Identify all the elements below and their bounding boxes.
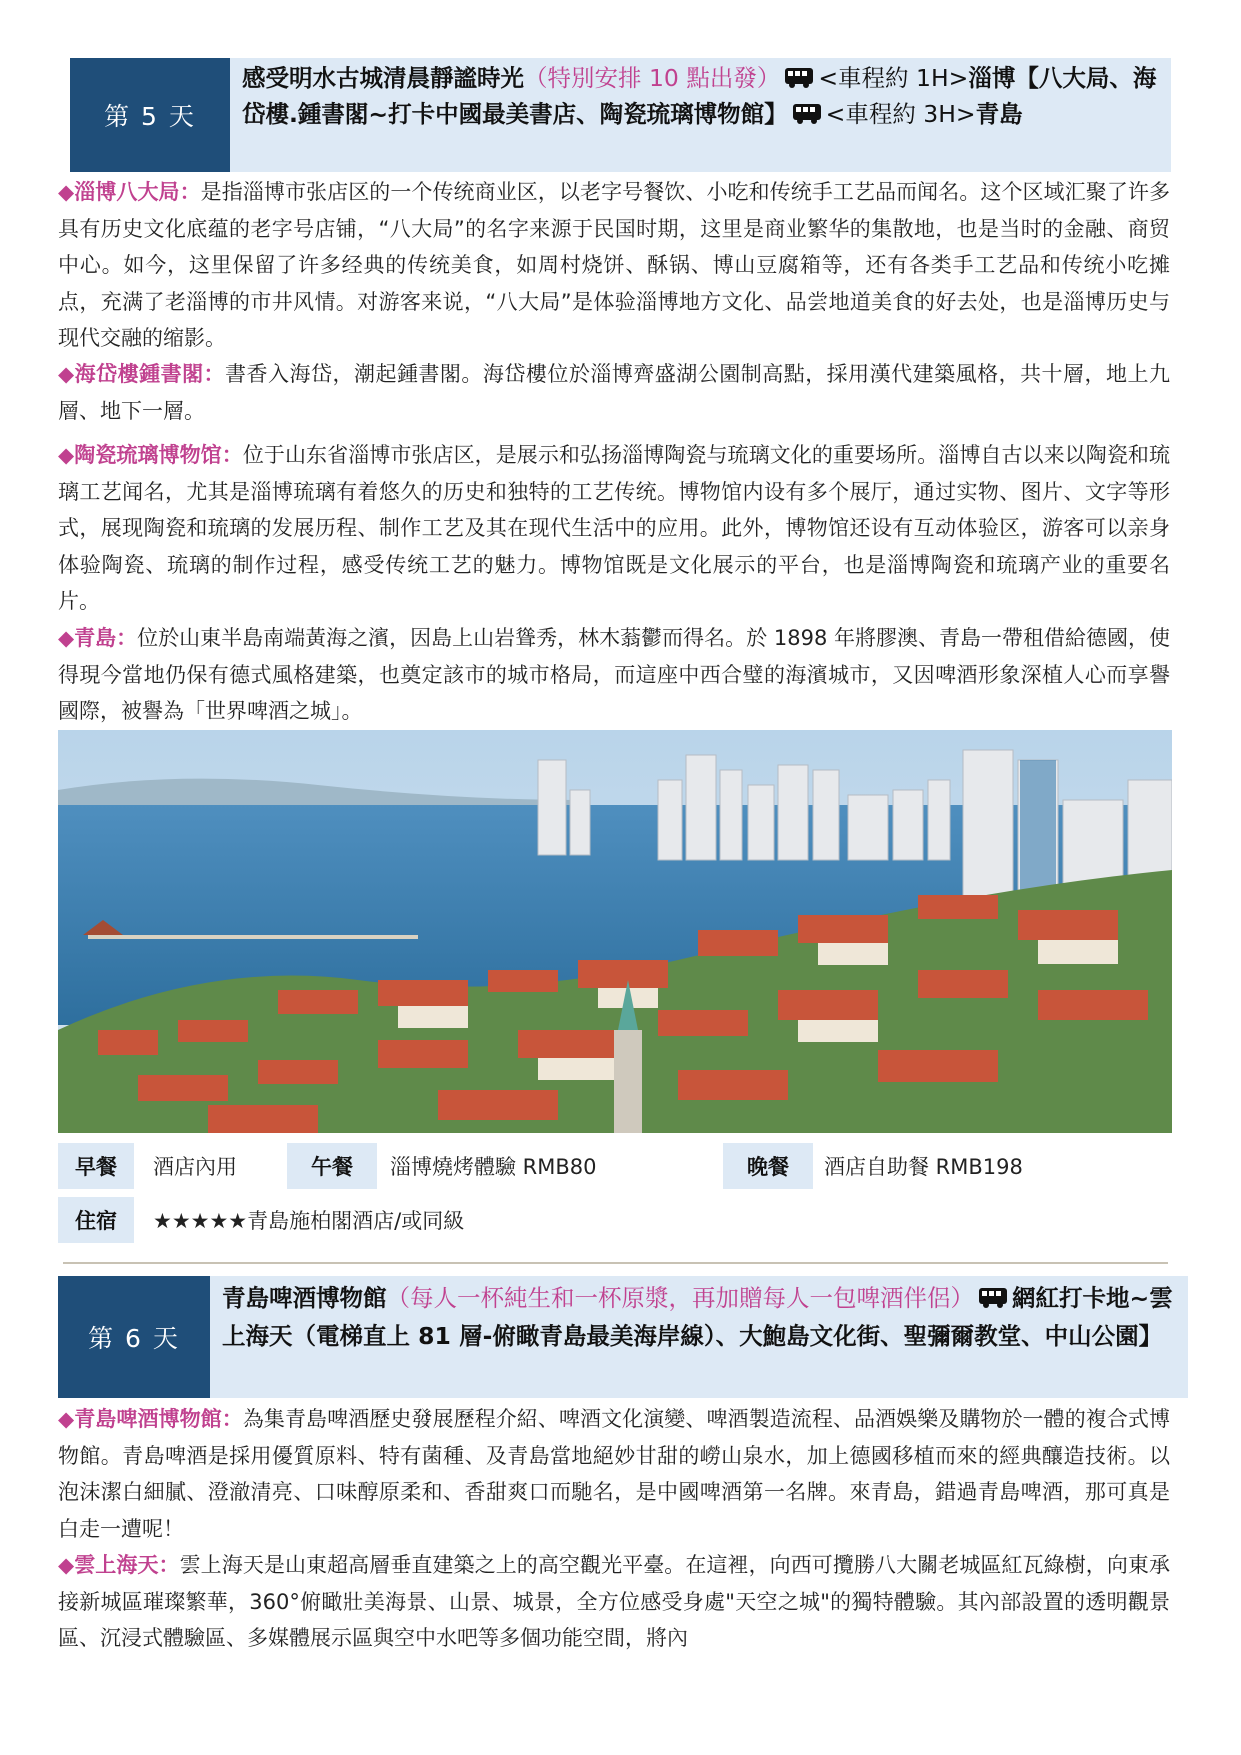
bus-icon bbox=[978, 1287, 1008, 1309]
item-text: 位於山東半島南端黃海之濱，因島上山岩聳秀，林木蓊鬱而得名。於 1898 年將膠澳、青島一帶租借給德國，使得現今當地仍保有德式風格建築，也奠定該市的城市格局，而這座中西合璧的海濱城市，又因啤酒形象深植人心而享譽國際，被譽為「世界啤酒之城」。 bbox=[58, 626, 1170, 723]
day5-title bbox=[230, 58, 1171, 172]
day6-item-beer-museum bbox=[58, 1401, 1170, 1547]
lunch-value: 淄博燒烤體驗 RMB80 bbox=[390, 1155, 597, 1179]
bus-icon bbox=[792, 103, 822, 125]
day6-label: 第 6 天 bbox=[58, 1276, 210, 1398]
day5-item-zibo-badaju bbox=[58, 174, 1170, 357]
lunch-label: 午餐 bbox=[287, 1143, 377, 1189]
day6-title-route: 網紅打卡地~雲上海天（電梯直上 81 層-俯瞰青島最美海岸線）、大鮑島文化街、聖彌爾教堂、中山公園】 bbox=[222, 1284, 1173, 1350]
qingdao-coast-photo bbox=[58, 730, 1172, 1133]
item-keyword: ◆青島： bbox=[58, 626, 138, 650]
day5-label: 第 5 天 bbox=[70, 58, 230, 172]
day6-title-main: 青島啤酒博物館 bbox=[222, 1284, 387, 1312]
day6-title-note: （每人一杯純生和一杯原漿，再加贈每人一包啤酒伴侶） bbox=[386, 1284, 974, 1312]
item-text: 是指淄博市张店区的一个传统商业区，以老字号餐饮、小吃和传统手工艺品而闻名。这个区域汇聚了许多具有历史文化底蕴的老字号店铺，“八大局”的名字来源于民国时期，这里是商业繁华的集散地，也是当时的金融、商贸中心。如今，这里保留了许多经典的传统美食，如周村烧饼、酥锅、博山豆腐箱等，还有各类手工艺品和传统小吃摊点，充满了老淄博的市井风情。对游客来说，“八大局”是体验淄博地方文化、品尝地道美食的好去处，也是淄博历史与现代交融的缩影。 bbox=[58, 180, 1170, 350]
bus-icon bbox=[784, 67, 814, 89]
day5-item-ceramic-museum bbox=[58, 437, 1170, 620]
item-text: 雲上海天是山東超高層垂直建築之上的高空觀光平臺。在這裡，向西可攬勝八大關老城區紅瓦綠樹，向東承接新城區璀璨繁華，360°俯瞰壯美海景、山景、城景，全方位感受身處"天空之城"的獨特體驗。其內部設置的透明觀景區、沉浸式體驗區、多媒體展示區與空中水吧等多個功能空間，將內 bbox=[58, 1553, 1170, 1650]
item-text: 位于山东省淄博市张店区，是展示和弘扬淄博陶瓷与琉璃文化的重要场所。淄博自古以来以陶瓷和琉璃工艺闻名，尤其是淄博琉璃有着悠久的历史和独特的工艺传统。博物馆内设有多个展厅，通过实物、图片、文字等形式，展现陶瓷和琉璃的发展历程、制作工艺及其在现代生活中的应用。此外，博物馆还设有互动体验区，游客可以亲身体验陶瓷、琉璃的制作过程，感受传统工艺的魅力。博物馆既是文化展示的平台，也是淄博陶瓷和琉璃产业的重要名片。 bbox=[58, 443, 1171, 613]
day5-title-dest: 青島 bbox=[975, 100, 1023, 128]
hotel-value: ★★★★★青島施柏閣酒店/或同級 bbox=[153, 1209, 465, 1233]
item-keyword: ◆海岱樓鍾書閣： bbox=[58, 362, 226, 386]
day5-item-qingdao bbox=[58, 620, 1170, 730]
day5-item-haidai-tower bbox=[58, 356, 1170, 429]
item-text: 書香入海岱，潮起鍾書閣。海岱樓位於淄博齊盛湖公園制高點，採用漢代建築風格，共十層，地上九層、地下一層。 bbox=[58, 362, 1170, 423]
day5-drive-2: <車程約 3H> bbox=[825, 100, 976, 128]
day5-title-main: 感受明水古城清晨靜謐時光 bbox=[242, 64, 524, 92]
day5-title-note: （特別安排 10 點出發） bbox=[524, 64, 781, 92]
item-keyword: ◆青島啤酒博物館： bbox=[58, 1407, 243, 1431]
breakfast-value: 酒店內用 bbox=[153, 1155, 237, 1179]
breakfast-label: 早餐 bbox=[58, 1143, 134, 1189]
dinner-label: 晚餐 bbox=[723, 1143, 813, 1189]
section-divider bbox=[63, 1262, 1168, 1264]
day6-item-cloud-sky bbox=[58, 1547, 1170, 1657]
day5-header bbox=[70, 58, 1171, 172]
day6-header bbox=[58, 1276, 1188, 1398]
day5-drive-1: <車程約 1H> bbox=[818, 64, 969, 92]
item-text: 為集青島啤酒歷史發展歷程介紹、啤酒文化演變、啤酒製造流程、品酒娛樂及購物於一體的複合式博物館。青島啤酒是採用優質原料、特有菌種、及青島當地絕妙甘甜的嶗山泉水，加上德國移植而來的經典釀造技術。以泡沫潔白細膩、澄澈清亮、口味醇原柔和、香甜爽口而馳名，是中國啤酒第一名牌。來青島，錯過青島啤酒，那可真是白走一遭呢！ bbox=[58, 1407, 1171, 1541]
day6-title bbox=[210, 1276, 1188, 1398]
dinner-value: 酒店自助餐 RMB198 bbox=[824, 1155, 1023, 1179]
hotel-label: 住宿 bbox=[58, 1197, 134, 1243]
day5-title-route: 淄博【八大局、海岱樓.鍾書閣~打卡中國最美書店、陶瓷琉璃博物館】 bbox=[242, 64, 1157, 128]
item-keyword: ◆淄博八大局： bbox=[58, 180, 201, 204]
item-keyword: ◆雲上海天： bbox=[58, 1553, 180, 1577]
item-keyword: ◆陶瓷琉璃博物馆： bbox=[58, 443, 243, 467]
